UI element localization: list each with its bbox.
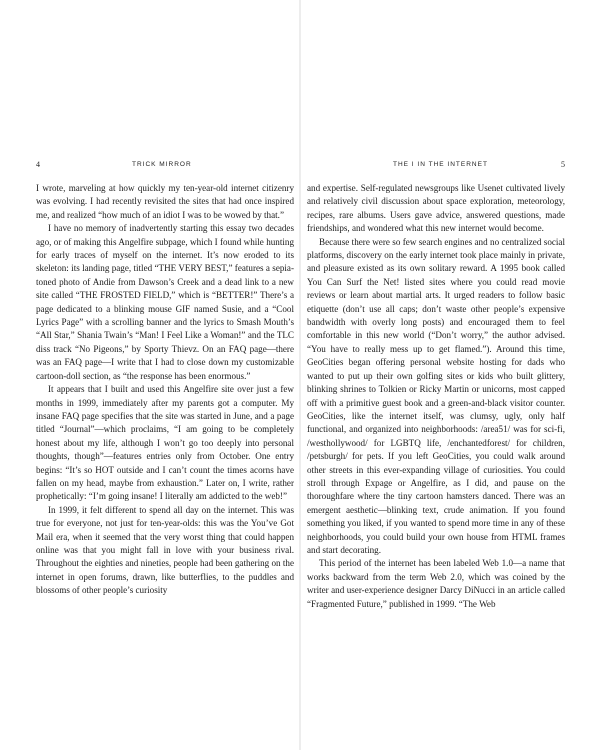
right-page-header [307,160,565,174]
paragraph: and expertise. Self-regulated newsgroups like Usenet cultivated lively and relatively civil discussion about space exploration, meteorology, recipes, rare albums. Users gave advice, answered questions, made friendships, and wondered what this new internet would become. [307,183,565,234]
left-running-head: TRICK MIRROR [132,161,192,168]
right-running-head: THE I IN THE INTERNET [393,161,488,168]
book-gutter [299,0,301,750]
right-page-number: 5 [561,160,565,169]
paragraph: In 1999, it felt different to spend all day on the internet. This was true for everyone, not just for ten-year-olds: this was the You’ve Got Mail era, when it seemed that the very worst thing that could happen online was that you might fall in love with your business rival. Throughout the eighties and nineties, people had been gathering on the internet in open forums, drawn, like butterflies, to the puddles and blossoms of other people’s curiosity [36,504,294,596]
paragraph: It appears that I built and used this Angelfire site over just a few months in 1999, immediately after my parents got a computer. My insane FAQ page specifies that the site was started in June, and a page titled “Journal”—which proclaims, “I am going to be completely honest about my life, although I won’t go too deeply into personal thoughts, though”—features entries only from October. One entry begins: “It’s so HOT outside and I can’t count the times acorns have fallen on my head, maybe from exhaustion.” Later on, I write, rather prophetically: “I’m going insane! I literally am addicted to the web!” [36,384,294,502]
left-page-header [36,160,294,174]
right-page-body [307,182,565,611]
left-page-body [36,182,294,598]
paragraph: Because there were so few search engines and no centralized social platforms, discovery on the early internet took place mainly in private, and pleasure existed as its own solitary reward. A 1995 book called You Can Surf the Net! listed sites where you could read movie reviews or learn about martial arts. It urged readers to follow basic etiquette (don’t use all caps; don’t waste other people’s expensive bandwidth with overly long posts) and encouraged them to feel comfortable in this new world (“Don’t worry,” the author advised. “You have to really mess up to get flamed.”). Around this time, GeoCities began offering personal website hosting for dads who wanted to put up their own golfing sites or kids who built glittery, blinking shrines to Tolkien or Ricky Martin or unicorns, most capped off with a primitive guest book and a green-and-black visitor counter. GeoCities, like the internet itself, was clumsy, ugly, only half functional, and organized into neighborhoods: /area51/ was for sci-fi, /westhollywood/ for LGBTQ life, /enchantedforest/ for children, /petsburgh/ for pets. If you left GeoCities, you could walk around other streets in this ever-expanding village of curiosities. You could stroll through Expage or Angelfire, as I did, and pause on the thoroughfare where the tiny cartoon hamsters danced. There was an emergent aesthetic—blinking text, crude animation. If you found something you liked, if you wanted to spend more time in any of these neighborhoods, you could build your own house from HTML frames and start decorating. [307,236,565,555]
paragraph: I have no memory of inadvertently starting this essay two decades ago, or of making this Angelfire subpage, which I found while hunting for early traces of myself on the internet. It’s now eroded to its skeleton: its landing page, titled “THE VERY BEST,” features a sepia-toned photo of Andie from Dawson’s Creek and a dead link to a new site called “THE FROSTED FIELD,” which is “BETTER!” There’s a page dedicated to a blinking mouse GIF named Susie, and a “Cool Lyrics Page” with a scrolling banner and the lyrics to Smash Mouth’s “All Star,” Shania Twain’s “Man! I Feel Like a Woman!” and the TLC diss track “No Pigeons,” by Sporty Thievz. On an FAQ page—there was an FAQ page—I write that I had to close down my customizable cartoon-doll section, as “the response has been enormous.” [36,223,294,381]
left-page-number: 4 [36,160,40,169]
paragraph: I wrote, marveling at how quickly my ten-year-old internet citizenry was evolving. I had recently revisited the sites that had once inspired me, and realized “how much of an idiot I was to be wowed by that.” [36,183,294,220]
paragraph: This period of the internet has been labeled Web 1.0—a name that works backward from the term Web 2.0, which was coined by the writer and user-experience designer Darcy DiNucci in an article called “Fragmented Future,” published in 1999. “The Web [307,558,565,609]
left-page [36,160,294,598]
right-page [307,160,565,611]
